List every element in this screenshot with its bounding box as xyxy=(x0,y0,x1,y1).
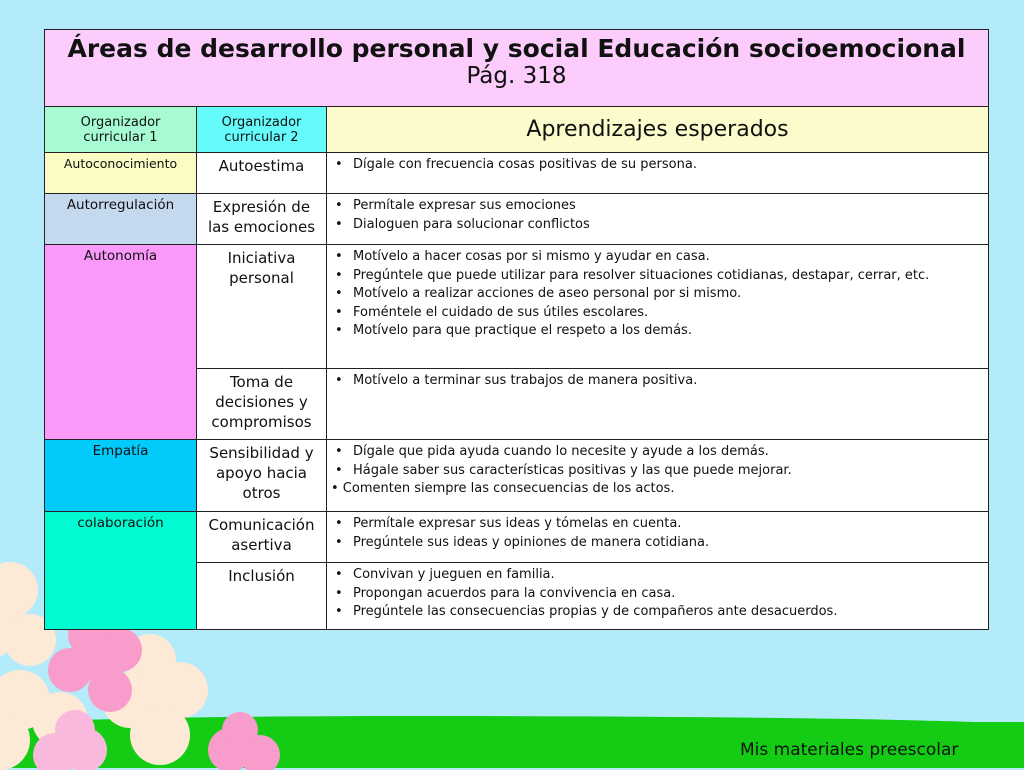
footer-credit: Mis materiales preescolar xyxy=(740,740,959,760)
org1-autonomia: Autonomía xyxy=(45,245,197,440)
org2-inclusion: Inclusión xyxy=(197,563,327,630)
aprendizajes-expresion xyxy=(327,194,989,245)
list-item: • Permítale expresar sus ideas y tómelas en cuenta. xyxy=(353,515,982,534)
list-item: • Convivan y jueguen en familia. xyxy=(353,566,982,585)
list-item: • Hágale saber sus características positivas y las que puede mejorar. xyxy=(353,462,982,481)
aprendizajes-comunicacion xyxy=(327,512,989,563)
org2-comunicacion: Comunicación asertiva xyxy=(197,512,327,563)
header-org1: Organizador curricular 1 xyxy=(45,107,197,153)
socioemotional-table xyxy=(44,29,989,630)
list-item: • Pregúntele sus ideas y opiniones de manera cotidiana. xyxy=(353,534,982,553)
org2-sensibilidad: Sensibilidad y apoyo hacia otros xyxy=(197,440,327,512)
org2-expresion: Expresión de las emociones xyxy=(197,194,327,245)
page-number: Pág. 318 xyxy=(466,63,567,89)
aprendizajes-inclusion xyxy=(327,563,989,630)
aprendizajes-toma-decisiones xyxy=(327,369,989,440)
list-item: • Dialoguen para solucionar conflictos xyxy=(353,216,982,235)
org2-iniciativa: Iniciativa personal xyxy=(197,245,327,369)
list-item: • Pregúntele las consecuencias propias y de compañeros ante desacuerdos. xyxy=(353,603,982,622)
list-item: • Motívelo para que practique el respeto a los demás. xyxy=(353,322,982,341)
title-cell xyxy=(45,30,989,107)
aprendizajes-sensibilidad xyxy=(327,440,989,512)
org1-autoconocimiento: Autoconocimiento xyxy=(45,153,197,194)
org1-colaboracion: colaboración xyxy=(45,512,197,630)
header-org2: Organizador curricular 2 xyxy=(197,107,327,153)
list-item: • Dígale que pida ayuda cuando lo necesite y ayude a los demás. xyxy=(353,443,982,462)
list-item: • Motívelo a realizar acciones de aseo personal por si mismo. xyxy=(353,285,982,304)
list-item: • Motívelo a terminar sus trabajos de manera positiva. xyxy=(353,372,982,391)
list-item: • Propongan acuerdos para la convivencia en casa. xyxy=(353,585,982,604)
page-title: Áreas de desarrollo personal y social Educación socioemocional xyxy=(67,34,966,63)
org2-autoestima: Autoestima xyxy=(197,153,327,194)
list-item: • Motívelo a hacer cosas por si mismo y ayudar en casa. xyxy=(353,248,982,267)
org1-autorregulacion: Autorregulación xyxy=(45,194,197,245)
list-item: • Pregúntele que puede utilizar para resolver situaciones cotidianas, destapar, cerrar, etc. xyxy=(353,267,982,286)
list-item: • Dígale con frecuencia cosas positivas de su persona. xyxy=(353,156,982,175)
aprendizajes-autoestima xyxy=(327,153,989,194)
list-item: • Foméntele el cuidado de sus útiles escolares. xyxy=(353,304,982,323)
header-aprendizajes: Aprendizajes esperados xyxy=(327,107,989,153)
org1-empatia: Empatía xyxy=(45,440,197,512)
list-item: • Comenten siempre las consecuencias de los actos. xyxy=(331,481,675,496)
org2-toma-decisiones: Toma de decisiones y compromisos xyxy=(197,369,327,440)
list-item: • Permítale expresar sus emociones xyxy=(353,197,982,216)
aprendizajes-iniciativa xyxy=(327,245,989,369)
